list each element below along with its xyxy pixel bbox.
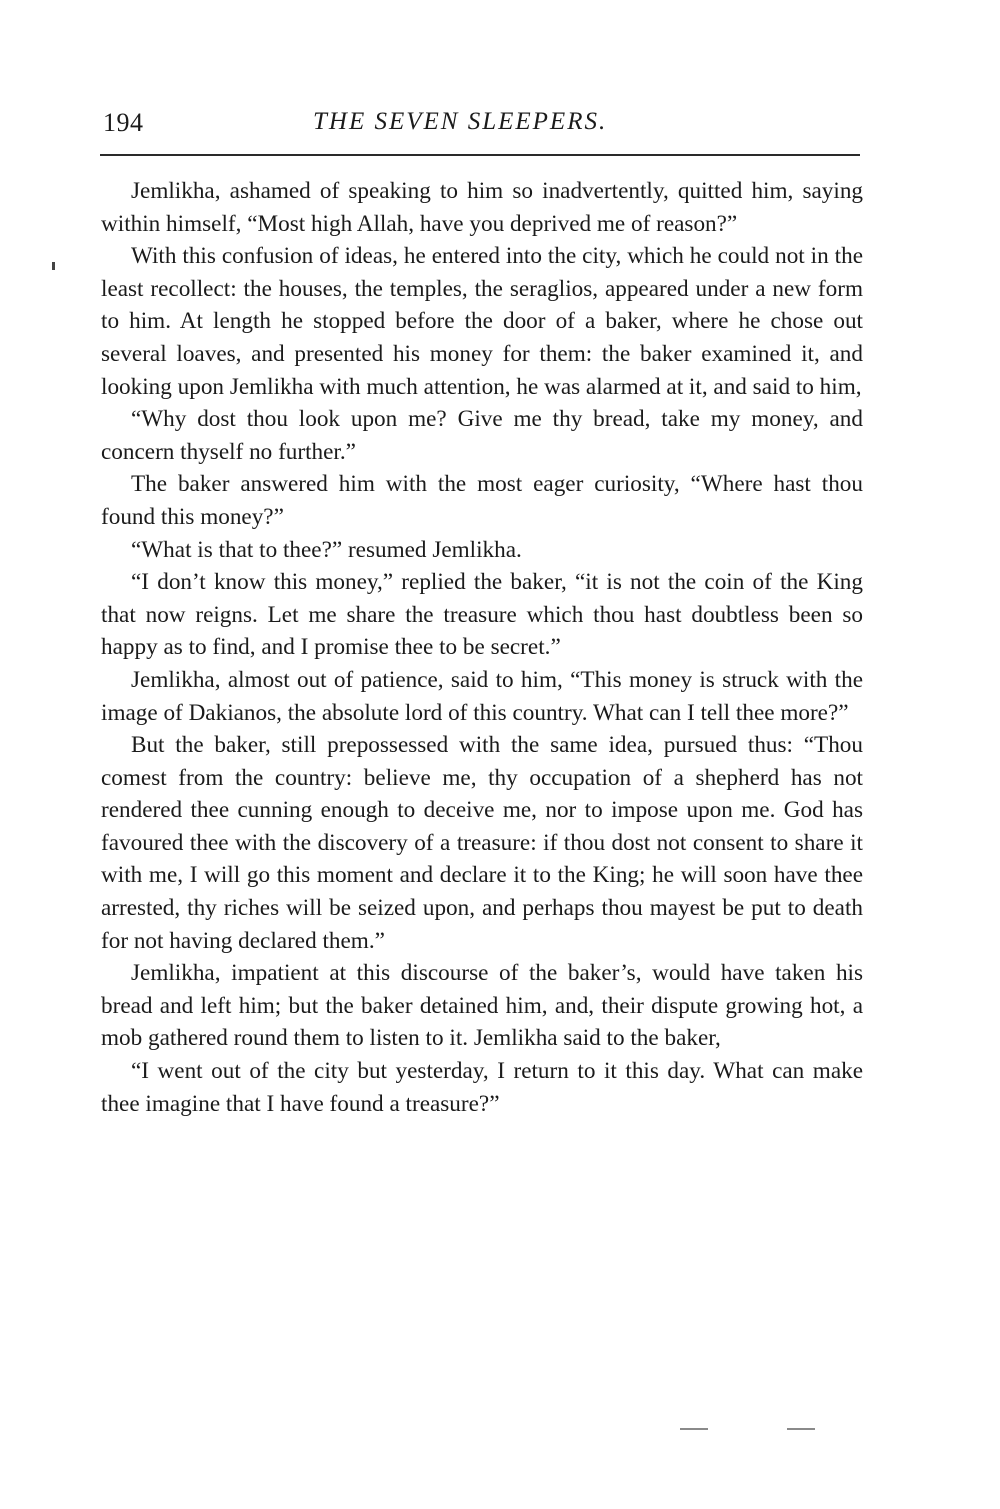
print-smudge xyxy=(787,1428,815,1430)
page-number: 194 xyxy=(103,108,144,137)
paragraph: But the baker, still prepossessed with the same idea, pursued thus: “Thou comest from the country: believe me, thy occupation of a shepherd has not rendered thee cunning enough to deceive me, nor to impose upon me. God has favoured thee with the discovery of a treasure: if thou dost not consent to share it with me, I will go this moment and declare it to the King; he will soon have thee arrested, thy riches will be seized upon, and perhaps thou mayest be put to death for not having declared them.” xyxy=(101,732,863,954)
paragraph: “I don’t know this money,” replied the baker, “it is not the coin of the King that now reigns. Let me share the treasure which thou hast doubtless been so happy as to find, and I promise thee to be secret.” xyxy=(101,569,863,661)
paragraph: “I went out of the city but yesterday, I return to it this day. What can make thee imagine that I have found a treasure?” xyxy=(101,1058,863,1117)
page-header xyxy=(103,108,860,142)
header-rule xyxy=(100,154,860,156)
print-smudge xyxy=(680,1428,708,1430)
paragraph: Jemlikha, ashamed of speaking to him so inadvertently, quitted him, saying within himself, “Most high Allah, have you deprived me of reason?” xyxy=(101,178,863,237)
paragraph: With this confusion of ideas, he entered into the city, which he could not in the least recollect: the houses, the temples, the seraglios, appeared under a new form to him. At length he stopped before the door of a baker, where he chose out several loaves, and presented his money for them: the baker examined it, and looking upon Jemlikha with much attention, he was alarmed at it, and said to him, xyxy=(101,243,863,400)
paragraph: “What is that to thee?” resumed Jemlikha. xyxy=(131,536,522,563)
paragraph: The baker answered him with the most eager curiosity, “Where hast thou found this money?” xyxy=(101,471,863,530)
running-title: THE SEVEN SLEEPERS. xyxy=(313,108,608,135)
paragraph: Jemlikha, almost out of patience, said to him, “This money is struck with the image of Dakianos, the absolute lord of this country. What can I tell thee more?” xyxy=(101,666,863,726)
paragraph: “Why dost thou look upon me? Give me thy bread, take my money, and concern thyself no further.” xyxy=(101,406,863,465)
margin-mark xyxy=(52,262,55,270)
body-text xyxy=(101,175,863,1120)
paragraph: Jemlikha, impatient at this discourse of the baker’s, would have taken his bread and left him; but the baker detained him, and, their dispute growing hot, a mob gathered round them to listen to it. Jemlikha said to the baker, xyxy=(101,960,863,1052)
